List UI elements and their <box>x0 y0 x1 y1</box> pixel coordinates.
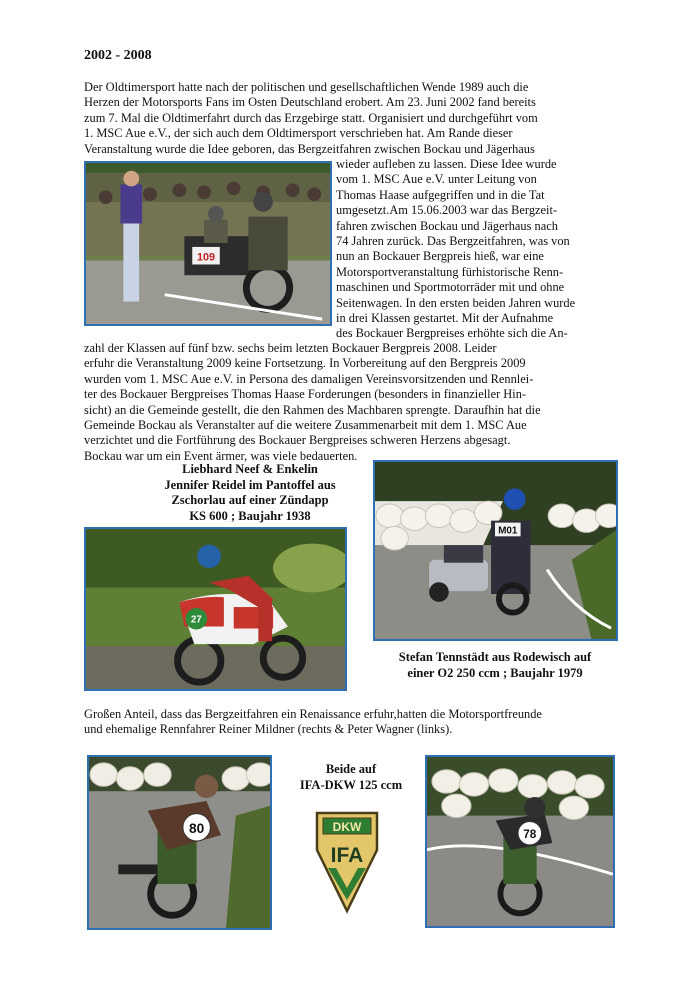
page-heading: 2002 - 2008 <box>84 48 152 63</box>
photo-sidecar-race <box>373 460 618 641</box>
plate-number: 78 <box>523 828 537 842</box>
text-line: verzichtet und die Fortführung des Bockauer Bergpreises schweren Herzens abgesagt. <box>84 433 511 448</box>
plate-number: 109 <box>197 251 216 264</box>
caption-neef <box>140 462 360 524</box>
text-line: Bockau war um ein Event ärmer, was viele bedauerten. <box>84 448 358 463</box>
plate-number: 80 <box>189 821 205 837</box>
text-line: zahl der Klassen auf fünf bzw. sechs beim letzten Bockauer Bergpreis 2008. Leider <box>84 341 497 355</box>
photo-red-white-bike <box>84 527 347 691</box>
text-line: zum 7. Mal die Oldtimerfahrt durch das Erzgebirge statt. Organisiert und durchgeführt vom <box>84 110 538 125</box>
caption-line: IFA-DKW 125 ccm <box>299 777 403 792</box>
main-paragraph-end <box>84 341 614 464</box>
side-paragraph <box>336 157 614 342</box>
plate-number: M01 <box>498 525 518 537</box>
text-line: in drei Klassen gestartet. Mit der Aufnahme <box>336 310 554 325</box>
caption-line: Liebhard Neef & Enkelin <box>182 462 318 476</box>
caption-line: Jennifer Reidel im Pantoffel aus <box>164 477 336 492</box>
plate-number: 27 <box>190 614 202 626</box>
text-line: und ehemalige Rennfahrer Reiner Mildner (rechts & Peter Wagner (links). <box>84 722 453 737</box>
text-line: wieder aufleben zu lassen. Diese Idee wurde <box>336 157 557 171</box>
text-line: nun an Bockauer Bergpreis hieß, war eine <box>336 249 544 264</box>
intro-paragraph <box>84 80 614 157</box>
text-line: Motorsportveranstaltung fürhistorische Renn- <box>336 264 564 279</box>
text-line: umgesetzt.Am 15.06.2003 war das Bergzeit- <box>336 203 558 218</box>
caption-line: Beide auf <box>325 762 377 776</box>
text-line: fahren zwischen Bockau und Jägerhaus nach <box>336 218 558 233</box>
text-line: maschinen und Sportmotorräder mit und ohne <box>336 280 565 295</box>
text-line: sicht) an die Gemeinde gestellt, die den Rahmen des Machbaren sprengte. Daraufhin hat die <box>84 402 541 417</box>
photo-sidecar-start <box>84 161 332 326</box>
text-line: erfuhr die Veranstaltung 2009 keine Fortsetzung. In Vorbereitung auf den Bergpreis 2009 <box>84 356 526 371</box>
text-line: 1. MSC Aue e.V., der sich auch dem Oldtimersport verschrieben hat. Am Rande dieser <box>84 126 513 141</box>
text-line: Herzen der Motorsports Fans im Osten Deutschland erobert. Am 23. Juni 2002 fand bereits <box>84 95 536 110</box>
text-line: Seitenwagen. In den ersten beiden Jahren wurde <box>336 295 576 310</box>
logo-top-text: DKW <box>332 820 362 834</box>
caption-line: KS 600 ; Baujahr 1938 <box>189 508 311 523</box>
caption-line: einer O2 250 ccm ; Baujahr 1979 <box>407 665 583 680</box>
text-line: vom 1. MSC Aue e.V. unter Leitung von <box>336 172 537 187</box>
photo-rider-78 <box>425 755 615 928</box>
text-line: Veranstaltung wurde die Idee geboren, das Bergzeitfahren zwischen Bockau und Jägerhaus <box>84 141 535 156</box>
ifa-dkw-logo <box>314 810 380 914</box>
logo-bottom-text: IFA <box>330 844 364 867</box>
photo-rider-80 <box>87 755 272 930</box>
text-line: wurden vom 1. MSC Aue e.V. in Persona des damaligen Vereinsvorsitzenden und Rennlei- <box>84 371 534 386</box>
text-line: des Bockauer Bergpreises erhöhte sich die An- <box>336 326 568 341</box>
text-line: ter des Bockauer Bergpreises Thomas Haase Forderungen (besonders in finanzieller Hin- <box>84 387 527 402</box>
closing-paragraph <box>84 707 618 738</box>
caption-tennstaedt <box>370 650 620 681</box>
text-line: Großen Anteil, dass das Bergzeitfahren ein Renaissance erfuhr,hatten die Motorsportfreunde <box>84 707 542 721</box>
text-line: Der Oldtimersport hatte nach der politischen und gesellschaftlichen Wende 1989 auch die <box>84 80 529 94</box>
caption-line: Zschorlau auf einer Zündapp <box>171 493 329 507</box>
text-line: Gemeinde Bockau als Veranstalter auf die weitere Zusammenarbeit mit dem 1. MSC Aue <box>84 417 527 432</box>
text-line: Thomas Haase aufgegriffen und in die Tat <box>336 187 545 202</box>
caption-line: Stefan Tennstädt aus Rodewisch auf <box>398 650 592 664</box>
caption-beide <box>288 762 414 793</box>
text-line: 74 Jahren zurück. Das Bergzeitfahren, was von <box>336 233 570 248</box>
